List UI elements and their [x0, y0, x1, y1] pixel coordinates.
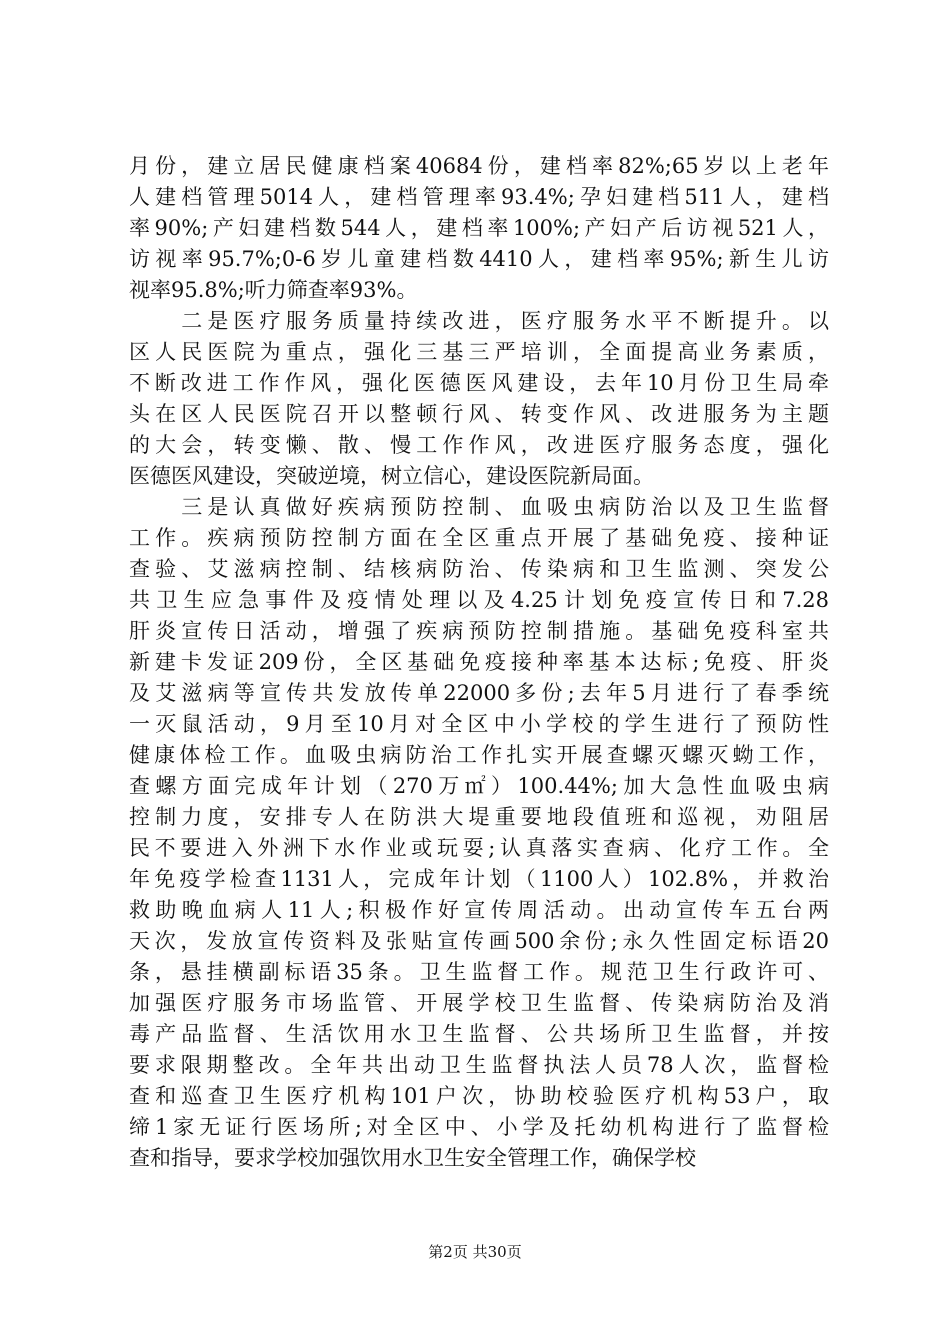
text-line: 天次，发放宣传资料及张贴宣传画500余份;永久性固定标语20: [129, 929, 829, 953]
text-line: 不断改进工作作风，强化医德医风建设，去年10月份卫生局牵: [129, 371, 829, 395]
body-text: [129, 151, 829, 1174]
text-line: 医德医风建设，突破逆境，树立信心，建设医院新局面。: [129, 464, 654, 488]
text-line: 控制力度，安排专人在防洪大堤重要地段值班和巡视，劝阻居: [129, 805, 829, 829]
text-line: 缔1家无证行医场所;对全区中、小学及托幼机构进行了监督检: [129, 1115, 829, 1139]
text-line: 加强医疗服务市场监管、开展学校卫生监督、传染病防治及消: [129, 991, 829, 1015]
text-line: 查和巡查卫生医疗机构101户次，协助校验医疗机构53户，取: [129, 1084, 829, 1108]
text-line: 率90%;产妇建档数544人，建档率100%;产妇产后访视521人，: [129, 216, 829, 240]
text-line: 二是医疗服务质量持续改进，医疗服务水平不断提升。以: [129, 309, 829, 333]
text-line: 访视率95.7%;0-6岁儿童建档数4410人，建档率95%;新生儿访: [129, 247, 829, 271]
text-line: 救助晚血病人11人;积极作好宣传周活动。出动宣传车五台两: [129, 898, 829, 922]
text-line: 及艾滋病等宣传共发放传单22000多份;去年5月进行了春季统: [129, 681, 829, 705]
text-line: 查验、艾滋病控制、结核病防治、传染病和卫生监测、突发公: [129, 557, 829, 581]
page-footer: 第2页 共30页: [428, 1243, 522, 1261]
text-line: 月份，建立居民健康档案40684份，建档率82%;65岁以上老年: [129, 154, 829, 178]
text-line: 人建档管理5014人，建档管理率93.4%;孕妇建档511人，建档: [129, 185, 829, 209]
text-line: 区人民医院为重点，强化三基三严培训，全面提高业务素质，: [129, 340, 829, 364]
text-line: 毒产品监督、生活饮用水卫生监督、公共场所卫生监督，并按: [129, 1022, 829, 1046]
paragraph: [129, 151, 829, 306]
text-line: 工作。疾病预防控制方面在全区重点开展了基础免疫、接种证: [129, 526, 829, 550]
paragraph: [129, 306, 829, 492]
text-line: 三是认真做好疾病预防控制、血吸虫病防治以及卫生监督: [129, 495, 829, 519]
text-line: 民不要进入外洲下水作业或玩耍;认真落实查病、化疗工作。全: [129, 836, 829, 860]
text-line: 的大会，转变懒、散、慢工作作风，改进医疗服务态度，强化: [129, 433, 829, 457]
text-line: 健康体检工作。血吸虫病防治工作扎实开展查螺灭螺灭蚴工作，: [129, 743, 829, 767]
paragraph: [129, 492, 829, 1174]
text-line: 肝炎宣传日活动，增强了疾病预防控制措施。基础免疫科室共: [129, 619, 829, 643]
text-line: 共卫生应急事件及疫情处理以及4.25计划免疫宣传日和7.28: [129, 588, 829, 612]
text-line: 头在区人民医院召开以整顿行风、转变作风、改进服务为主题: [129, 402, 829, 426]
text-line: 一灭鼠活动，9月至10月对全区中小学校的学生进行了预防性: [129, 712, 829, 736]
text-line: 查螺方面完成年计划（270万㎡）100.44%;加大急性血吸虫病: [129, 774, 829, 798]
text-line: 条，悬挂横副标语35条。卫生监督工作。规范卫生行政许可、: [129, 960, 829, 984]
text-line: 新建卡发证209份，全区基础免疫接种率基本达标;免疫、肝炎: [129, 650, 829, 674]
text-line: 查和指导，要求学校加强饮用水卫生安全管理工作，确保学校: [129, 1146, 696, 1170]
text-line: 年免疫学检查1131人，完成年计划（1100人）102.8%，并救治: [129, 867, 829, 891]
text-line: 要求限期整改。全年共出动卫生监督执法人员78人次，监督检: [129, 1053, 829, 1077]
text-line: 视率95.8%;听力筛查率93%。: [129, 278, 418, 302]
